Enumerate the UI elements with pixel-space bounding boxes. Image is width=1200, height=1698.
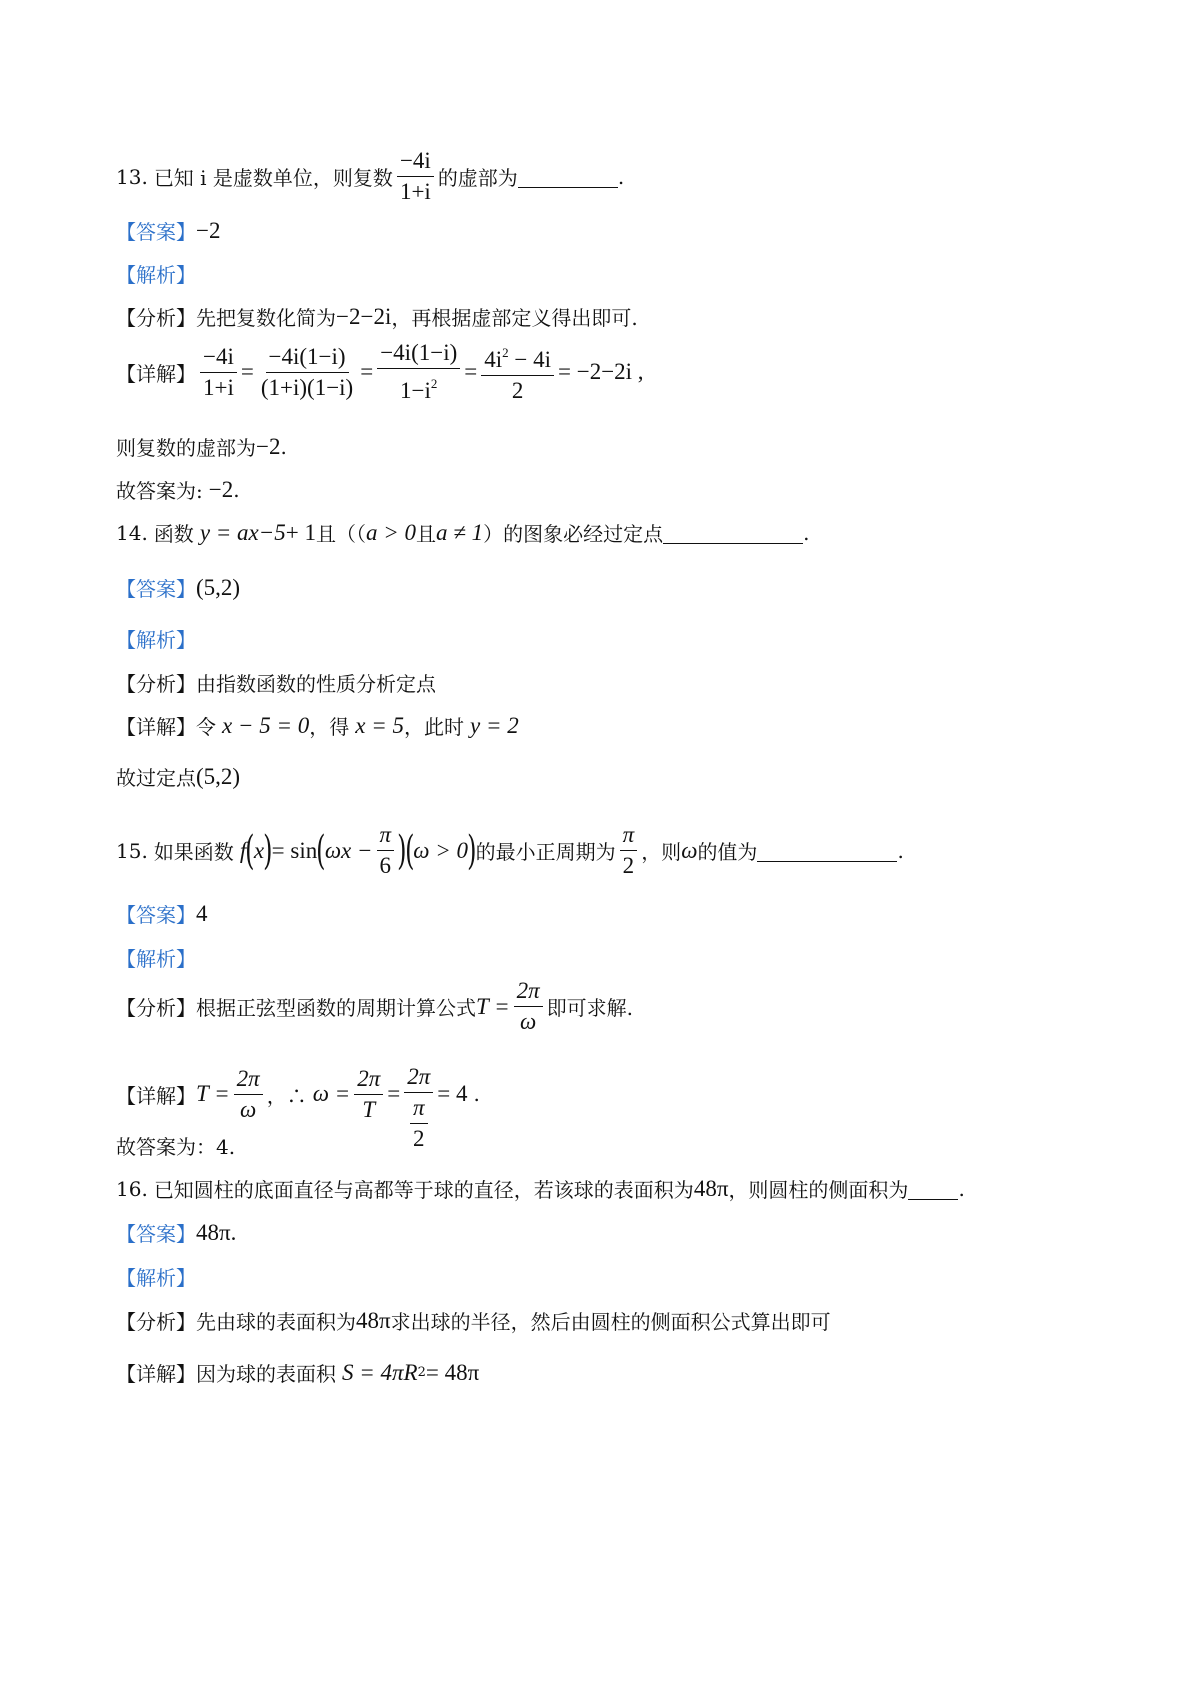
analysis-tag: 【解析】 xyxy=(116,947,196,971)
fraction: $\frac{-4i}{1+i}$ xyxy=(397,148,434,205)
answer-value: 48π. xyxy=(196,1219,237,1245)
analysis-tag-line xyxy=(116,624,196,653)
fraction: $\frac{-4i(1-i)}{1-i^2}$ xyxy=(377,340,460,404)
answer-blank xyxy=(908,1177,958,1200)
question-15: 15. 如果函数 f ( x ) = sin ( ωx − $\frac{\pi}{6}$ ) ( ω > 0 ) 的最小正周期为 $\frac{\pi}{2}$ ，则 ω 的值为 . xyxy=(116,822,904,878)
xiangjie-line: 【详解】 $\frac{-4i}{1+i}$ = $\frac{-4i(1-i)}{(1+i)(1-i)}$ = $\frac{-4i(1-i)}{1-i^2}$ = $\frac{4i^2 - 4i}{2}$ = −2−2i , xyxy=(116,340,644,403)
xiangjie-tag: 【详解】 xyxy=(116,715,196,739)
analysis-tag-line xyxy=(116,943,196,972)
answer-tag: 【答案】 xyxy=(116,1222,196,1246)
fraction: $\frac{2\pi}{\frac{\pi}{2}}$ xyxy=(404,1064,433,1152)
answer-value: 4 xyxy=(196,900,208,926)
fenxi-tag: 【分析】 xyxy=(116,672,196,696)
question-text: 已知 i 是虚数单位，则复数 xyxy=(153,166,393,190)
answer-tag: 【答案】 xyxy=(116,577,196,601)
fenxi-line: 【分析】 根据正弦型函数的周期计算公式 T = $\frac{2\pi}{\omega}$ 即可求解. xyxy=(116,978,634,1034)
fenxi-tag: 【分析】 xyxy=(116,1310,196,1334)
question-16: 16. 已知圆柱的底面直径与高都等于球的直径，若该球的表面积为 48π ，则圆柱的侧面积为 . xyxy=(116,1175,965,1202)
answer-tag: 【答案】 xyxy=(116,220,196,244)
fenxi-line: 【分析】 先把复数化简为 −2−2i ，再根据虚部定义得出即可. xyxy=(116,303,638,330)
xiangjie-tag: 【详解】 xyxy=(116,1362,196,1386)
text-line: 故答案为：4. xyxy=(116,1135,236,1159)
text-line: 故答案为: −2 . xyxy=(116,476,240,503)
question-number: 16. xyxy=(116,1176,148,1201)
analysis-tag-line xyxy=(116,1262,196,1291)
analysis-tag: 【解析】 xyxy=(116,1266,196,1290)
fenxi-tag: 【分析】 xyxy=(116,306,196,330)
answer-line xyxy=(116,1218,236,1247)
fraction: $\frac{-4i}{1+i}$ xyxy=(200,344,237,401)
answer-blank xyxy=(757,839,897,862)
fraction: $\frac{2\pi}{\omega}$ xyxy=(234,1066,263,1123)
fraction: $\frac{4i^2 - 4i}{2}$ xyxy=(481,340,554,404)
answer-line xyxy=(116,216,220,245)
fenxi-line: 【分析】 由指数函数的性质分析定点 xyxy=(116,668,436,697)
question-number: 13. xyxy=(116,164,148,189)
fraction: $\frac{-4i(1-i)}{(1+i)(1-i)}$ xyxy=(260,343,354,400)
question-13: 13. 已知 i 是虚数单位，则复数 $\frac{-4i}{1+i}$ 的虚部为 . xyxy=(116,148,625,204)
text-line: 则复数的虚部为 −2 . xyxy=(116,433,287,460)
analysis-tag-line xyxy=(116,259,196,288)
question-text: 的虚部为 xyxy=(437,166,518,190)
fraction: $\frac{2\pi}{\omega}$ xyxy=(514,978,543,1035)
fenxi-tag: 【分析】 xyxy=(116,996,196,1020)
answer-blank xyxy=(663,521,803,544)
text-line: 故过定点 (5,2) xyxy=(116,763,241,790)
xiangjie-line: 【详解】 令 x − 5 = 0 ，得 x = 5 ，此时 y = 2 xyxy=(116,712,519,739)
answer-value: −2 xyxy=(196,217,221,243)
answer-tag: 【答案】 xyxy=(116,903,196,927)
question-14: 14. 函数 y = a x−5 + 1 且（（ a > 0 且 a ≠ 1 ）的图象必经过定点 . xyxy=(116,519,810,546)
xiangjie-line: 【详解】 T = $\frac{2\pi}{\omega}$ ，∴ ω = $\frac{2\pi}{T}$ = $\frac{2\pi}{\frac{\pi}{2}}$ = 4 . xyxy=(116,1064,480,1151)
answer-line xyxy=(116,573,240,602)
xiangjie-line: 【详解】 因为球的表面积 S = 4πR 2 = 48π xyxy=(116,1359,480,1386)
analysis-tag: 【解析】 xyxy=(116,628,196,652)
fraction: $\frac{2\pi}{T}$ xyxy=(354,1066,383,1123)
xiangjie-tag: 【详解】 xyxy=(116,1083,196,1108)
answer-line xyxy=(116,899,208,928)
question-number: 15. xyxy=(116,838,148,863)
analysis-tag: 【解析】 xyxy=(116,263,196,287)
xiangjie-tag: 【详解】 xyxy=(116,361,196,386)
question-number: 14. xyxy=(116,520,148,545)
fraction: $\frac{\pi}{2}$ xyxy=(620,822,638,879)
answer-value: (5,2) xyxy=(196,574,241,600)
fenxi-line: 【分析】 先由球的表面积为 48π 求出球的半径，然后由圆柱的侧面积公式算出即可 xyxy=(116,1307,831,1334)
fraction: $\frac{\pi}{6}$ xyxy=(377,822,395,879)
answer-blank xyxy=(518,165,618,188)
